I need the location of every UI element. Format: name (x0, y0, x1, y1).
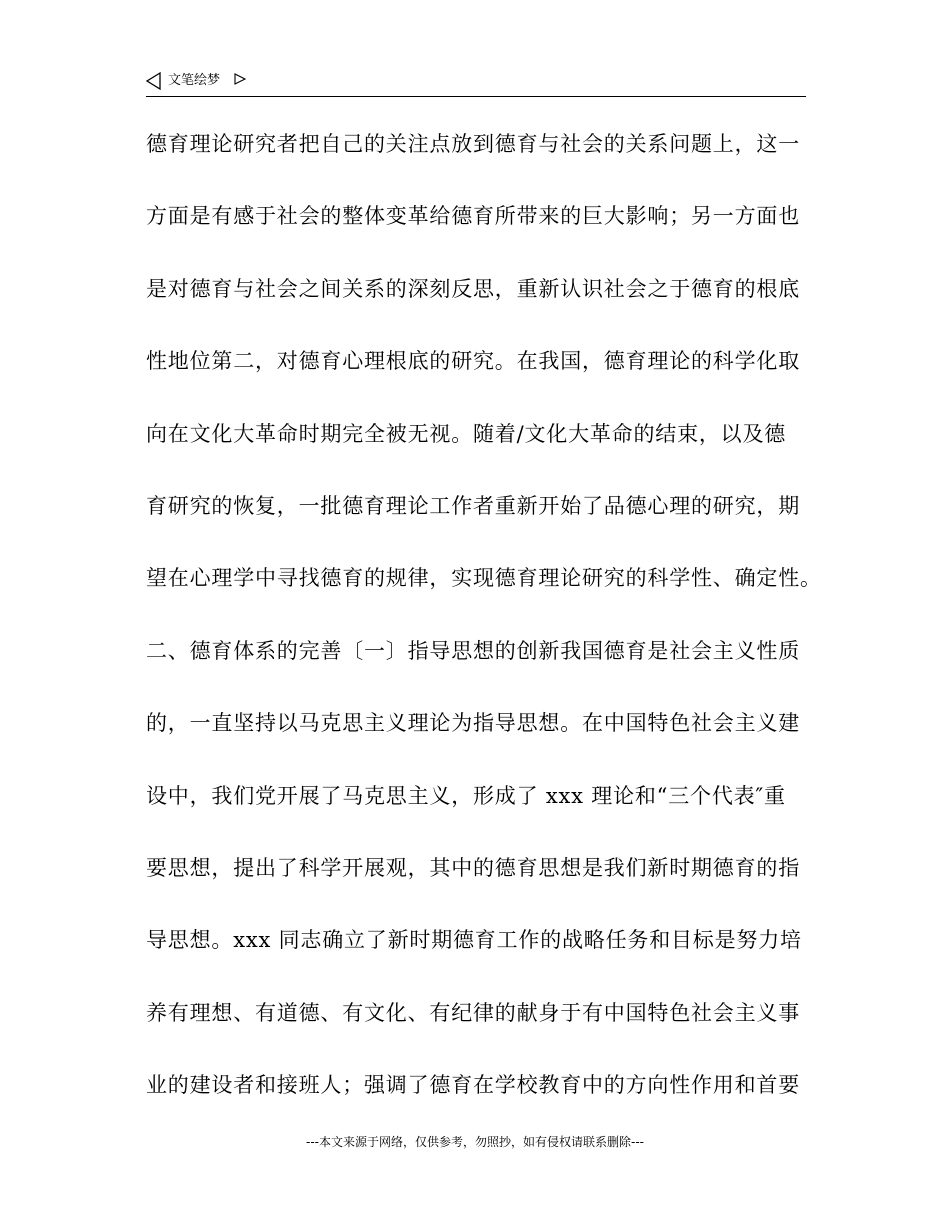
header-title: 文笔绘梦 (168, 73, 221, 88)
text-line: 设中，我们党开展了马克思主义，形成了 xxx 理论和“三个代表″重 (146, 783, 786, 808)
text-line: 业的建设者和接班人；强调了德育在学校教育中的方向性作用和首要 (146, 1073, 800, 1098)
text-line: 方面是有感于社会的整体变革给德育所带来的巨大影响；另一方面也 (146, 204, 800, 229)
page-header (146, 70, 806, 97)
text-line: 性地位第二，对德育心理根底的研究。在我国，德育理论的科学化取 (146, 349, 800, 374)
text-line: 德育理论研究者把自己的关注点放到德育与社会的关系问题上，这一 (146, 132, 800, 156)
triangle-right-icon (234, 73, 246, 85)
text-line: 育研究的恢复，一批德育理论工作者重新开始了品德心理的研究，期 (146, 493, 800, 518)
triangle-left-icon (146, 72, 162, 90)
text-line: 导思想。xxx 同志确立了新时期德育工作的战略任务和目标是努力培 (146, 928, 802, 953)
text-line: 养有理想、有道德、有文化、有纪律的献身于有中国特色社会主义事 (146, 1000, 800, 1025)
text-line: 要思想，提出了科学开展观，其中的德育思想是我们新时期德育的指 (146, 855, 800, 880)
document-body (146, 124, 822, 1137)
text-line: 二、德育体系的完善〔一〕指导思想的创新我国德育是社会主义性质 (146, 638, 800, 663)
page-footer: ---本文来源于网络，仅供参考，勿照抄，如有侵权请联系删除--- (306, 1135, 644, 1149)
text-line: 望在心理学中寻找德育的规律，实现德育理论研究的科学性、确定性。 (146, 566, 822, 591)
text-line: 的，一直坚持以马克思主义理论为指导思想。在中国特色社会主义建 (146, 711, 800, 736)
text-line: 向在文化大革命时期完全被无视。随着/文化大革命的结束，以及德 (146, 421, 787, 446)
text-line: 是对德育与社会之间关系的深刻反思，重新认识社会之于德育的根底 (146, 276, 800, 301)
